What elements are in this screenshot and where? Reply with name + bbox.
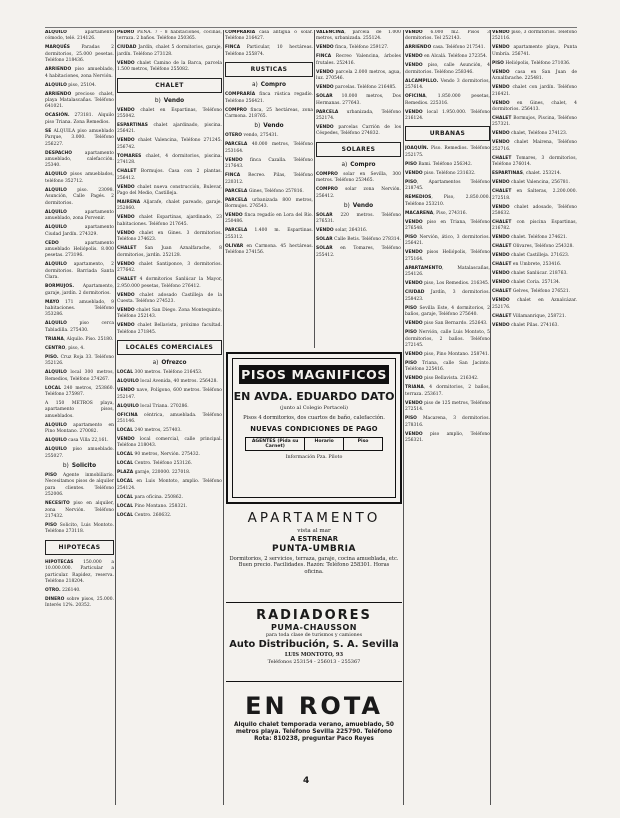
classified-ad: OCASIÓN. 273181. Alquilo piso Triana. Zona Remedios. <box>45 113 114 125</box>
listing-group <box>45 30 114 460</box>
classified-ad: ALQUILO piso. 23098. Asunción, Calle Pagés. 2 dormitorios. <box>45 187 114 206</box>
listing-group <box>405 30 490 122</box>
classified-ad: LOCAL Centro. 260632. <box>117 512 172 518</box>
classified-ad: FINCA Recreo Valencina, árboles frutales. 252416. <box>316 54 401 66</box>
classified-ad: VENDO apartamento playa, Punta Umbría. 256741. <box>492 45 577 57</box>
subheading-compro: a) Compro <box>341 161 376 168</box>
classified-ad: VENDO nave, Polígono, 600 metros. Teléfono 252147. <box>117 388 222 400</box>
column-6 <box>492 30 577 805</box>
classified-ad: OLIVAR en Carmona. 45 hectáreas. Teléfono 274156. <box>225 243 313 256</box>
classified-ad: PARCELA urbanizada, Teléfono 252174. <box>316 109 401 122</box>
ad-table-cell: Horario <box>304 438 343 450</box>
classified-ad: ARRIENDO casa. Teléfono 217541. <box>405 45 486 51</box>
classified-ad: OTERO vendo, 275431. <box>225 133 279 139</box>
listing-group <box>225 133 313 256</box>
classified-ad: ALQUILO apartamento, 2 dormitorios. Barriada Santa Clara. <box>45 262 114 281</box>
classified-ad: JOAQUÍN. Piso. Remedios. Teléfono 252175. <box>405 146 490 158</box>
classified-ad: VENDO chalet Sanlúcar. 218763. <box>492 271 568 277</box>
classified-ad: VENDO chalet Pilas. 274163. <box>492 322 559 328</box>
classified-ad: VENDO finca regadío en Lora del Río. 250486. <box>225 213 313 225</box>
top-rule <box>45 27 577 28</box>
classified-ad: VENDO finca Cazalla. Teléfono 217643. <box>225 157 313 170</box>
classified-ad: CHALET Olivares, Teléfono 254328. <box>492 244 574 250</box>
ad-title: APARTAMENTO <box>247 510 381 526</box>
classified-ad: VENDO chalet Santiponce, 3 dormitorios. 277642. <box>117 261 222 274</box>
ad-title: RADIADORES <box>256 608 372 623</box>
classified-ad: CIUDAD Jardín, 3 dormitorios. 258423. <box>405 290 490 302</box>
ad-title: PISOS MAGNIFICOS <box>239 365 389 384</box>
classified-ad: LOCAL en Luis Montoto, amplio. Teléfono 254124. <box>117 479 222 491</box>
classified-ad: CHALET San Juan Aznalfarache, 8 dormitorios, jardín. 252128. <box>117 246 222 258</box>
ad-location: PUNTA-UMBRIA <box>272 544 356 554</box>
ad-phones: Teléfonos 253154 - 256013 - 255367 <box>267 659 361 665</box>
classified-ad: DESPACHO apartamento amueblado, calefacción. 25340. <box>45 150 114 169</box>
classified-ad: VENDO chalet. Teléfono 274621. <box>492 235 568 241</box>
classified-ad: ALQUILO local Triana. 270286. <box>117 403 189 409</box>
classified-ad: ARRIENDO precioso chalet, playa Matalascañas. Teléfono 641021. <box>45 91 114 110</box>
classified-ad: VENDO chalet Mairena, Teléfono 252716. <box>492 140 577 152</box>
classified-ad: MAYO 171 amueblado, 9 habitaciones. Teléfono 353286. <box>45 299 114 318</box>
classified-ad: CIUDAD Jardín, chalet 5 dormitorios, garaje, jardín. Teléfono 273128. <box>117 45 222 57</box>
column-4 <box>316 30 401 330</box>
classified-ad: PARCELA 1.400 m. Espartinas. 255312. <box>225 228 313 240</box>
classified-ad: CHALET 4 dormitorios Sanlúcar la Mayor, 2.950.000 pesetas, Teléfono 276412. <box>117 277 222 289</box>
classified-ad: PISO Sevilla Este, 4 dormitorios, 2 baños, garaje, Teléfono 275640. <box>405 305 490 318</box>
classified-ad: ALCAMPILLO. Vendo 3 dormitorios, 257614. <box>405 78 490 91</box>
classified-ad: ALQUILO piso cerca Tabladilla. 275430. <box>45 321 114 333</box>
classified-ad: VENDO en Gines, chalet, 4 dormitorios. 256413. <box>492 100 577 113</box>
classified-ad: VENDO chalet con jardín. Teléfono 216421. <box>492 85 577 97</box>
ad-title: EN ROTA <box>245 692 383 720</box>
subheading-compro: a) Compro <box>251 82 287 89</box>
classified-ad: LOCAL 300 metros. Teléfono 216453. <box>117 370 203 376</box>
ad-company: Auto Distribución, S. A. Sevilla <box>229 639 399 650</box>
classified-ad: PISO Nervión, calle Luis Montoto, 5 dormitorios, 2 baños. Teléfono 272145. <box>405 330 490 348</box>
listing-group <box>225 92 313 120</box>
subheading-vendo: b) Vendo <box>254 123 284 130</box>
classified-ad: VENDO piso San Bernardo. 252643. <box>405 321 488 327</box>
classified-ad: CENTRO, piso, 4. <box>45 345 85 351</box>
classified-ad: PISO, Apartamentos Teléfono 218745. <box>405 179 490 192</box>
classified-ad: BORMUJOS. Apartamento, garaje, jardín. 2 dormitorios. <box>45 284 114 296</box>
classified-ad: VENDO local comercial, calle principal. Teléfono 218043. <box>117 436 222 449</box>
classified-ad: VENDO parcelas. Teléfono 216485. <box>316 85 397 91</box>
classified-ad: REMEDIOS, Piso, 2.850.000. Teléfono 253210. <box>405 195 490 207</box>
ad-location: EN AVDA. EDUARDO DATO <box>233 390 395 403</box>
classified-ad: NECESITO piso en alquiler, zona Nervión. Teléfono 217432. <box>45 501 114 520</box>
classified-ad: VENDO chalet en Espartinas, Teléfono 255042. <box>117 107 222 120</box>
classified-ad: HIPOTECAS 150.000 a 10.000.000. Particular a particular. Rapidez, reserva. Teléfono 218204. <box>45 559 114 585</box>
classified-ad: VENDO piso en Triana, Teléfono 276548. <box>405 219 490 232</box>
classified-ad: PEDRO PEÑA. 7 - 8 habitaciones, cocinas, terraza. 2 baños. Teléfono 250365. <box>117 30 222 42</box>
classified-ad: OFICINA, 1.850.000 pesetas, Remedios. 225316. <box>405 94 490 106</box>
ad-description: Pisos 4 dormitorios, dos cuartos de baño, calefacción. <box>243 415 385 421</box>
section-solares: SOLARES <box>316 142 401 157</box>
classified-ad: LOCAL Centro. Teléfono 253126. <box>117 461 193 467</box>
listing-group <box>117 108 222 337</box>
ad-table-cell: Piso <box>343 438 382 450</box>
ad-table-cell: AGENTES (Pida su Carnet) <box>251 439 299 450</box>
classified-ad: PARCELA 40.000 metros, Teléfono 253164. <box>225 142 313 154</box>
subheading-solicito: b) Solicito <box>62 463 97 469</box>
classified-ad: ALQUILO apartamento cómodo, telé. 214126. <box>45 30 114 42</box>
classified-ad: VENDO piso, calle Asunción, 4 dormitorios. Teléfono 258346. <box>405 63 490 75</box>
classified-ad: VENDO pisos Heliópolis, Teléfono 275164. <box>405 250 490 262</box>
classified-ad: ALQUILO piso amueblado. 255027. <box>45 447 114 459</box>
classified-ad: ALQUILO local Avenida, 40 metros. 256428. <box>117 379 218 385</box>
classified-ad: ALQUILO piso, 25104. <box>45 82 97 88</box>
classified-ad: COMPRARIA casa antigua o solar. Teléfono 216427. <box>225 30 313 42</box>
listing-group <box>45 560 114 610</box>
column-rule <box>403 30 404 805</box>
classified-ad: CHALET Gelves, Teléfono 276521. <box>492 289 571 295</box>
listing-group <box>492 30 577 83</box>
classified-ad: APARTAMENTO, Matalascañas, 254126. <box>405 265 490 278</box>
classified-ad: VENDO piso de 125 metros, Teléfono 272514. <box>405 400 490 413</box>
listing-group <box>117 30 222 74</box>
classified-ad: OFICINA céntrica, amueblada. Teléfono 251146. <box>117 412 222 424</box>
ad-conditions: NUEVAS CONDICIONES DE PAGO <box>250 425 378 434</box>
classified-ad: VENDO chalet en Gines. 3 dormitorios. Teléfono 274623. <box>117 230 222 243</box>
classified-ad: COMPRO solar zona Nervión. 256412. <box>316 187 401 199</box>
column-rule <box>314 30 315 348</box>
ad-brand: PUMA-CHAUSSON <box>271 623 357 632</box>
ad-note: (junto al Colegio Portaceli) <box>280 405 348 411</box>
classified-ad: TOMARES chalet, 4 dormitorios, piscina. 274128. <box>117 153 222 166</box>
classified-ad: COMPRARÍA finca rústica regadío. Teléfono 256421. <box>225 92 313 104</box>
classified-ad: CHALET Bormujos. Casa con 2 plantas. 256412. <box>117 169 222 181</box>
classified-ad: VENDO chalet Castilleja. 271623. <box>492 253 570 259</box>
classified-ad: TRIANA, 4 dormitorios, 2 baños, terraza. 253617. <box>405 385 490 397</box>
classified-ad: ALQUILO pisos amueblados, teléfono 352712. <box>45 172 114 184</box>
column-3 <box>225 30 313 330</box>
classified-ad: VENDO en Alcalá. Teléfono 272354. <box>405 54 488 60</box>
classified-ad: FINCA Particular, 10 hectáreas. Teléfono 255874. <box>225 45 313 57</box>
classified-ad: PARCELA Gines, Teléfono 257816. <box>225 188 304 194</box>
classified-ad: VENDO chalet Valencina, Teléfono 271245. 256742. <box>117 138 222 150</box>
classified-ad: PISO Nervión, ático, 3 dormitorios. 256421. <box>405 235 490 247</box>
classified-ad: LOCAL para oficina. 250862. <box>117 494 184 500</box>
classified-ad: PISO Macarena, 3 dormitorios. 278316. <box>405 416 490 428</box>
ad-radiadores <box>226 602 402 682</box>
classified-ad: VENDO finca, Teléfono 259127. <box>316 45 389 51</box>
classified-ad: VALENCINA, parcela de 1.000 metros, urbanizada. 255124. <box>316 30 401 42</box>
classified-ad: VENDO piso. Teléfono 231632. <box>405 170 476 176</box>
classified-ad: VENDO local 1.950.000. Teléfono 216124. <box>405 109 490 122</box>
column-1 <box>45 30 114 805</box>
classified-ad: VENDO chalet San Diego. Zona Montequinto, Teléfono 252143. <box>117 307 222 320</box>
classified-ad: PISO Solicito, Luis Montoto. Teléfono 273118. <box>45 523 114 535</box>
classified-ad: MACARENA, Piso, 274316. <box>405 210 467 216</box>
page-folio: 4 <box>303 776 310 786</box>
classified-ad: VENDO parcelas Carrión de los Céspedes, Teléfono 274832. <box>316 125 401 137</box>
ad-note: para toda clase de turismos y camiones <box>265 633 363 638</box>
classified-ad: VENDO parcela 2.000 metros, agua, luz. 270546. <box>316 69 401 82</box>
classified-ad: VENDO chalet adosado Castilleja de la Cuesta. Teléfono 274523. <box>117 292 222 304</box>
classified-ad: ALQUILO casa Villa 22,161. <box>45 438 109 444</box>
classified-ad: CHALET en Salteras, 2.200.000. 272518. <box>492 189 577 201</box>
classified-ad: ALQUILO apartamento amueblado, zona Porvenir. <box>45 209 114 222</box>
ad-subtitle: vista al mar <box>297 528 331 534</box>
classified-ad: LOCAL Pino Montano. 258321. <box>117 503 188 509</box>
column-rule <box>490 30 491 805</box>
classified-ad: VENDO piso, 3 dormitorios. Teléfono 252116. <box>492 30 577 42</box>
classified-ad: PISO Heliópolis, Teléfono 271036. <box>492 60 571 66</box>
classified-ad: VENDO piso, Los Remedios. 216345. <box>405 281 490 287</box>
classified-ad: VENDO chalet adosado, Teléfono 258632. <box>492 204 577 217</box>
classified-ad: ALQUILO apartamento en Pino Montano. 270082. <box>45 422 114 435</box>
classified-ad: LOCAL 240 metros, 257403. <box>117 427 182 433</box>
classified-ad: CHALET Tomares, 3 dormitorios, Teléfono 276014. <box>492 155 577 168</box>
listing-group <box>45 473 114 536</box>
classified-ad: VENDO piso, Pino Montano. 258741. <box>405 351 490 357</box>
classified-ad: VENDO casa en San Juan de Aznalfarache. 225481. <box>492 69 577 82</box>
classified-ad: LOCAL 240 metros, 253860. Teléfono 275987. <box>45 385 114 397</box>
ad-en-rota <box>226 688 402 773</box>
classified-ad: TRIANA, Alquilo. Piso. 25180. <box>45 336 114 342</box>
classified-ad: PLAZA garaje, 220000. 227018. <box>117 470 191 476</box>
classified-ad: CHALET Bormujos, Piscina, Teléfono 257321. <box>492 116 577 128</box>
listing-group <box>316 30 401 138</box>
classified-ad: VENDO chalet Camino de la Barca, parcela 1.500 metros, Teléfono 255082. <box>117 60 222 73</box>
listing-group <box>117 370 222 519</box>
classified-ad: MARQUÉS Paradas 2 dormitorios, 25.000 pesetas. Teléfono 218436. <box>45 45 114 64</box>
classified-ad: PISO Triana, calle San Jacinto. Teléfono 225416. <box>405 360 490 373</box>
classified-ad: CEDO apartamento amueblado Heliópolis. 8.000 pesetas. 273196. <box>45 240 114 259</box>
classified-ad: A 150 METROS playa, apartamento pisos, amueblados. <box>45 400 114 419</box>
classified-ad: VENDO chalet, Teléfono 274123. <box>492 131 568 137</box>
classified-ad: COMPRO finca, 25 hectáreas, zona Carmona. 218765. <box>225 107 313 120</box>
classified-ad: VENDO chalet Coria. 257134. <box>492 280 561 286</box>
classified-ad: VENDO piso Bellavista. 216342. <box>405 376 479 382</box>
classified-ad: MAIRENA Aljarafe, chalet pareado, garaje. 252860. <box>117 200 222 212</box>
classified-ad: PISO Bami. Teléfono 256342. <box>405 161 473 167</box>
listing-group <box>316 213 401 259</box>
column-5 <box>405 30 490 805</box>
classified-ad: VENDO solar, 264316. <box>316 228 368 234</box>
column-rule <box>223 30 224 805</box>
classified-ad: ALQUILO local 300 metros, Remedios, Teléfono 274267. <box>45 370 114 382</box>
ad-apartamento <box>226 508 402 598</box>
classified-ad: SE ALQUILA piso amueblado Parque, 3.000. Teléfono 256227. <box>45 128 114 147</box>
ad-address: LUIS MONTOTO, 93 <box>284 652 344 658</box>
listing-group <box>316 172 401 200</box>
section-locales: LOCALES COMERCIALES <box>117 340 222 355</box>
classified-ad: FINCA Recreo. Pilas, Teléfono 220312. <box>225 173 313 185</box>
classified-ad: ESPARTINAS, chalet. 253214. <box>492 171 562 177</box>
ad-info: Información Pza. Piloto <box>285 455 343 461</box>
classified-ad: PISO Agente inmobiliario. Necesitamos pisos de alquiler para clientes. Teléfono 252006. <box>45 473 114 498</box>
ad-highlight: A ESTRENAR <box>290 535 338 543</box>
classified-ad: PISO. Cruz Roja 33. Teléfono 352126. <box>45 354 114 367</box>
classified-ad: VENDO piso amplio, Teléfono 256321. <box>405 431 490 443</box>
classified-ad: PARCELA urbanizada 800 metros, Bormujos. 276543. <box>225 197 313 210</box>
section-chalet: CHALET <box>117 78 222 93</box>
ad-info-table <box>245 437 383 451</box>
listing-group <box>225 30 313 58</box>
classified-ad: SOLAR Calle Betis. Teléfono 278314. <box>316 237 401 243</box>
classified-ad: VENDO chalet Bellavista, próximo facultad. Teléfono 271845. <box>117 323 222 335</box>
classified-ad: SOLAR 220 metros. Teléfono 276531. <box>316 213 401 225</box>
classified-ad: VENDO chalet en Aznalcázar. 252176. <box>492 298 577 310</box>
subheading-vendo: b) Vendo <box>154 97 185 104</box>
section-hipotecas: HIPOTECAS <box>45 540 114 555</box>
classified-ad: CHALET en Umbrete, 253416. <box>492 262 562 268</box>
section-urbanas: URBANAS <box>405 126 490 141</box>
classified-ad: VENDO chalet Valencina, 256781. <box>492 180 570 186</box>
classified-ad: OTRO. 226140. <box>45 588 81 594</box>
ad-description: Alquilo chalet temporada verano, amueblado, 50 metros playa. Teléfono Sevilla 225790. Teléfono Rota: 810238, preguntar Paco Reyes <box>234 722 394 742</box>
subheading-vendo: b) Vendo <box>343 203 374 210</box>
listing-group <box>492 85 577 329</box>
classified-ad: ARRIENDO piso amueblado, 4 habitaciones, zona Nervión. <box>45 67 114 79</box>
ad-description: Dormitorios, 2 servicios, terraza, garaje, cocina amueblada, etc. Buen precio. Facilidades. Razón: Teléfono 258301. Horas oficina. <box>229 556 399 575</box>
section-rusticas: RUSTICAS <box>225 62 313 77</box>
classified-ad: VENDO 6.000 m2. Pisos 3 dormitorios. Tel 252143. <box>405 30 490 42</box>
column-2 <box>117 30 222 805</box>
listing-group <box>405 146 490 444</box>
classified-ad: DINERO sobre pisos, 25.000. Interés 12%. 20352. <box>45 597 114 609</box>
classified-ad: ESPARTINAS chalet ajardinado, piscina. 256421. <box>117 123 222 135</box>
classified-ad: SOLAR 10.000 metros, Dos Hermanas. 277643. <box>316 94 401 106</box>
classified-ad: VENDO chalet nueva construcción, Bulevar, Pago del Medio, Castilleja. <box>117 184 222 197</box>
classified-ad: COMPRO solar en Sevilla, 300 metros. Teléfono 253465. <box>316 171 401 184</box>
ad-pisos-magnificos <box>226 352 402 504</box>
classified-ad: LOCAL 90 metros, Nervión. 275432. <box>117 452 200 458</box>
classified-ad: ALQUILO apartamento Ciudad Jardín. 274329. <box>45 225 114 237</box>
classified-ad: CHALET Villamanrique, 258721. <box>492 313 567 319</box>
classified-ad: CHALET con piscina Espartinas, 216782. <box>492 220 577 232</box>
ad-frame <box>232 358 396 498</box>
classified-ad: VENDO chalet Espartinas, ajardinado, 23 habitaciones. Teléfono 217645. <box>117 215 222 227</box>
subheading-ofrezco: a) Ofrezco <box>152 360 187 367</box>
column-rule <box>115 30 116 805</box>
classified-ad: SOLAR en Tomares, Teléfono 255412. <box>316 246 401 258</box>
